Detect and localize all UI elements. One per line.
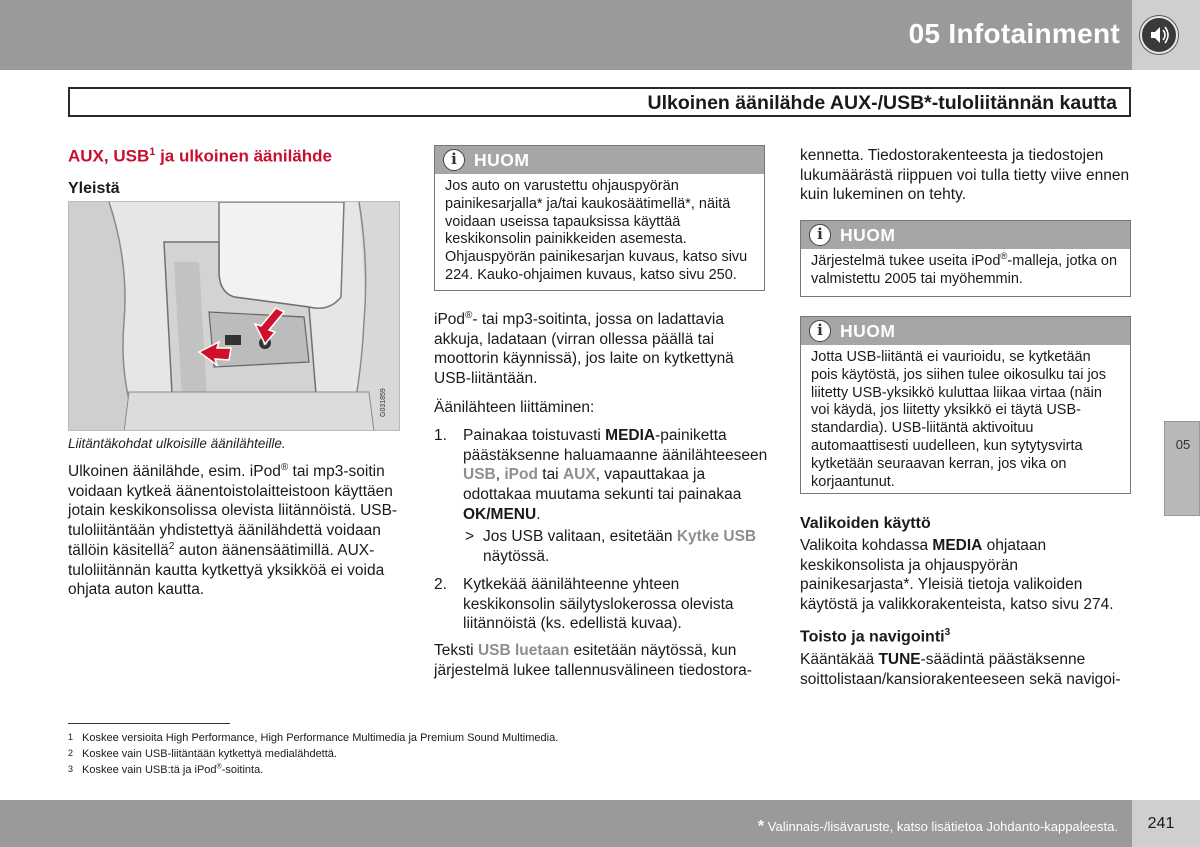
image-code: G031859 [380, 388, 387, 417]
usb-reading-paragraph: Teksti USB luetaan esitetään näytössä, kun järjestelmä lukee tallennusvälineen tiedostora- [434, 642, 752, 679]
playback-paragraph: Kääntäkää TUNE-säädintä päästäksenne soittolistaan/kansiorakenteeseen sekä navigoi- [800, 651, 1121, 688]
playback-heading: Toisto ja navigointi$^3$ [800, 627, 951, 646]
note-label: HUOM [474, 150, 530, 170]
note-box-3 [800, 316, 1131, 494]
list-text: Kytkekää äänilähteenne yhteen keskikonsolin säilytyslokerossa olevista liitännöistä (ks. edellistä kuvaa). [463, 576, 734, 633]
note-label: HUOM [840, 321, 896, 341]
console-photo [68, 201, 400, 431]
intro-paragraph: Ulkoinen äänilähde, esim. iPod® tai mp3-soitin voidaan kytkeä äänentoistolaitteistoon käyttäen jotain keskikonsolissa olevista liitännöistä. USB-tuloliitäntään yhdistettyä äänilähdettä voidaan tällöin käsitellä$^2$ auton äänensäätimillä. AUX-tuloliitännän kautta kytkettyä yksikköä ei voida ohjata auton kautta. [68, 461, 398, 599]
section-title: Ulkoinen äänilähde AUX-/USB*-tuloliitännän kautta [647, 92, 1117, 114]
side-tab-label: 05 [1175, 437, 1191, 452]
speaker-icon [1140, 16, 1178, 54]
charging-paragraph: iPod®- tai mp3-soitinta, jossa on ladattavia akkuja, ladataan (virran ollessa päällä tai moottorin käynnissä), jos laite on kytkettynä USB-liitäntään. [434, 309, 734, 388]
page-number: 241 [1147, 815, 1175, 832]
continued-paragraph: kennetta. Tiedostorakenteesta ja tiedostojen lukumäärästä riippuen voi tulla tietty viive ennen kuin lukeminen on tehty. [800, 147, 1130, 204]
chapter-title: 05 Infotainment [908, 18, 1120, 49]
image-caption: Liitäntäkohdat ulkoisille äänilähteille. [68, 436, 286, 451]
info-icon: i [443, 149, 465, 171]
section-title-box [68, 87, 1131, 117]
note-text: Järjestelmä tukee useita iPod®-malleja, jotka on valmistettu 2005 tai myöhemmin. [811, 251, 1118, 287]
info-icon: i [809, 224, 831, 246]
subitem-text: Jos USB valitaan, esitetään Kytke USB näytössä. [483, 528, 757, 565]
list-number: 1. [434, 427, 447, 444]
section-heading: AUX, USB$^1$ ja ulkoinen äänilähde [68, 146, 333, 166]
note-label: HUOM [840, 225, 896, 245]
note-box-2 [800, 220, 1131, 297]
info-icon: i [809, 320, 831, 342]
connect-label: Äänilähteen liittäminen: [434, 399, 595, 416]
note-text: Jos auto on varustettu ohjauspyörän painikesarjalla* ja/tai kaukosäätimellä*, näitä voidaan useissa tapauksissa käyttää keskikonsolin painikkeiden asemesta. Ohjauspyörän painikesarjan kuvaus, katso sivu 224. Kauko-ohjaimen kuvaus, katso sivu 250. [445, 178, 748, 283]
menu-heading: Valikoiden käyttö [800, 515, 931, 532]
footnote-divider [68, 723, 230, 724]
note-text: Jotta USB-liitäntä ei vaurioidu, se kytketään pois käytöstä, jos siihen tulee oikosulku tai jos liitetty USB-yksikkö kuluttaa liikaa virtaa (näin voi käydä, jos liitetty yksikkö ei täytä USB-standardia). USB-liitäntä aktivoituu automaattisesti uudelleen, kun sytytysvirta kytketään seuraavan kerran, jos vika on korjaantunut. [811, 349, 1106, 490]
note-header [435, 146, 764, 174]
chapter-side-tab [1164, 421, 1200, 516]
menu-paragraph: Valikoita kohdassa MEDIA ohjataan keskikonsolista ja ohjauspyörän painikesarjasta*. Yleisiä tietoja valikoiden käytöstä ja valikkorakenteista, katso sivu 274. [800, 537, 1114, 614]
footer-note: * Valinnais-/lisävaruste, katso lisätietoa Johdanto-kappaleesta. [757, 818, 1118, 835]
note-box-1 [434, 145, 765, 291]
footnote-1: 1 Koskee versioita High Performance, High Performance Multimedia ja Premium Sound Multimedia. [68, 732, 559, 744]
footnotes [68, 730, 558, 778]
note-header [801, 317, 1130, 345]
footnote-2: 2 Koskee vain USB-liitäntään kytkettyä medialähdettä. [68, 748, 337, 760]
arrow-icon: > [465, 528, 475, 545]
subheading-general: Yleistä [68, 180, 120, 197]
footnote-3: 3 Koskee vain USB:tä ja iPod®-soitintа. [68, 763, 264, 776]
list-number: 2. [434, 576, 447, 593]
note-header [801, 221, 1130, 249]
list-text: Painakaa toistuvasti MEDIA-painiketta päästäksenne haluamaanne äänilähteeseen USB, iPod tai AUX, vapauttakaa ja odottakaa muutama sekunti tai painakaa OK/MENU. [463, 427, 768, 523]
